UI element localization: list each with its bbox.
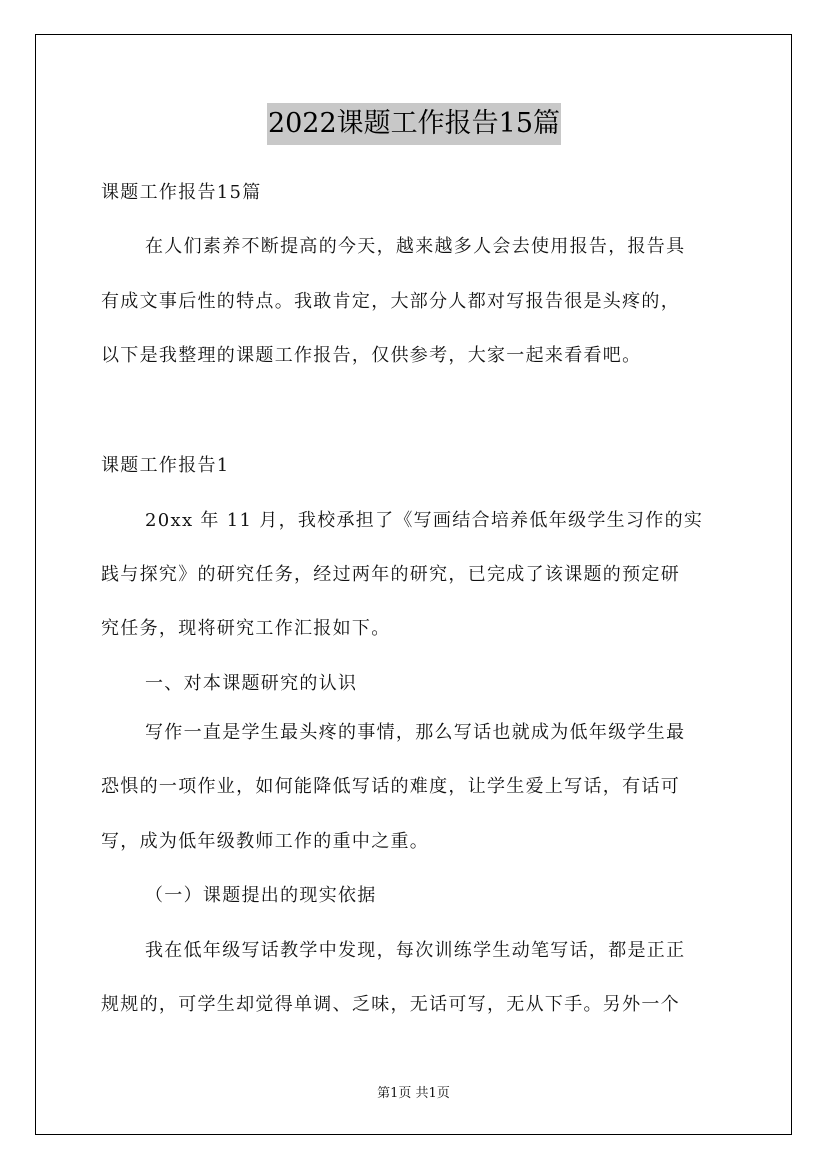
paragraph-line: 究任务，现将研究工作汇报如下。	[101, 618, 391, 639]
intro-line: 以下是我整理的课题工作报告，仅供参考，大家一起来看看吧。	[101, 345, 642, 366]
paragraph-line: 我在低年级写话教学中发现，每次训练学生动笔写话，都是正正	[145, 940, 686, 961]
paragraph-line: 20xx 年 11 月，我校承担了《写画结合培养低年级学生习作的实	[145, 510, 704, 531]
intro-line: 在人们素养不断提高的今天，越来越多人会去使用报告，报告具	[145, 236, 686, 257]
subheading: 一、对本课题研究的认识	[145, 673, 358, 694]
document-title: 2022课题工作报告15篇	[267, 103, 561, 145]
section-heading: 课题工作报告1	[101, 455, 230, 476]
page-number: 第1页 共1页	[377, 1086, 450, 1101]
paragraph-line: 恐惧的一项作业，如何能降低写话的难度，让学生爱上写话，有话可	[101, 776, 680, 797]
subheading: （一）课题提出的现实依据	[145, 885, 377, 906]
paragraph-line: 写作一直是学生最头疼的事情，那么写话也就成为低年级学生最	[145, 722, 686, 743]
paragraph-line: 写，成为低年级教师工作的重中之重。	[101, 831, 430, 852]
paragraph-line: 规规的，可学生却觉得单调、乏味，无话可写，无从下手。另外一个	[101, 994, 680, 1015]
intro-line: 有成文事后性的特点。我敢肯定，大部分人都对写报告很是头疼的，	[101, 291, 680, 312]
paragraph-line: 践与探究》的研究任务，经过两年的研究，已完成了该课题的预定研	[101, 564, 680, 585]
document-subtitle: 课题工作报告15篇	[101, 182, 262, 203]
